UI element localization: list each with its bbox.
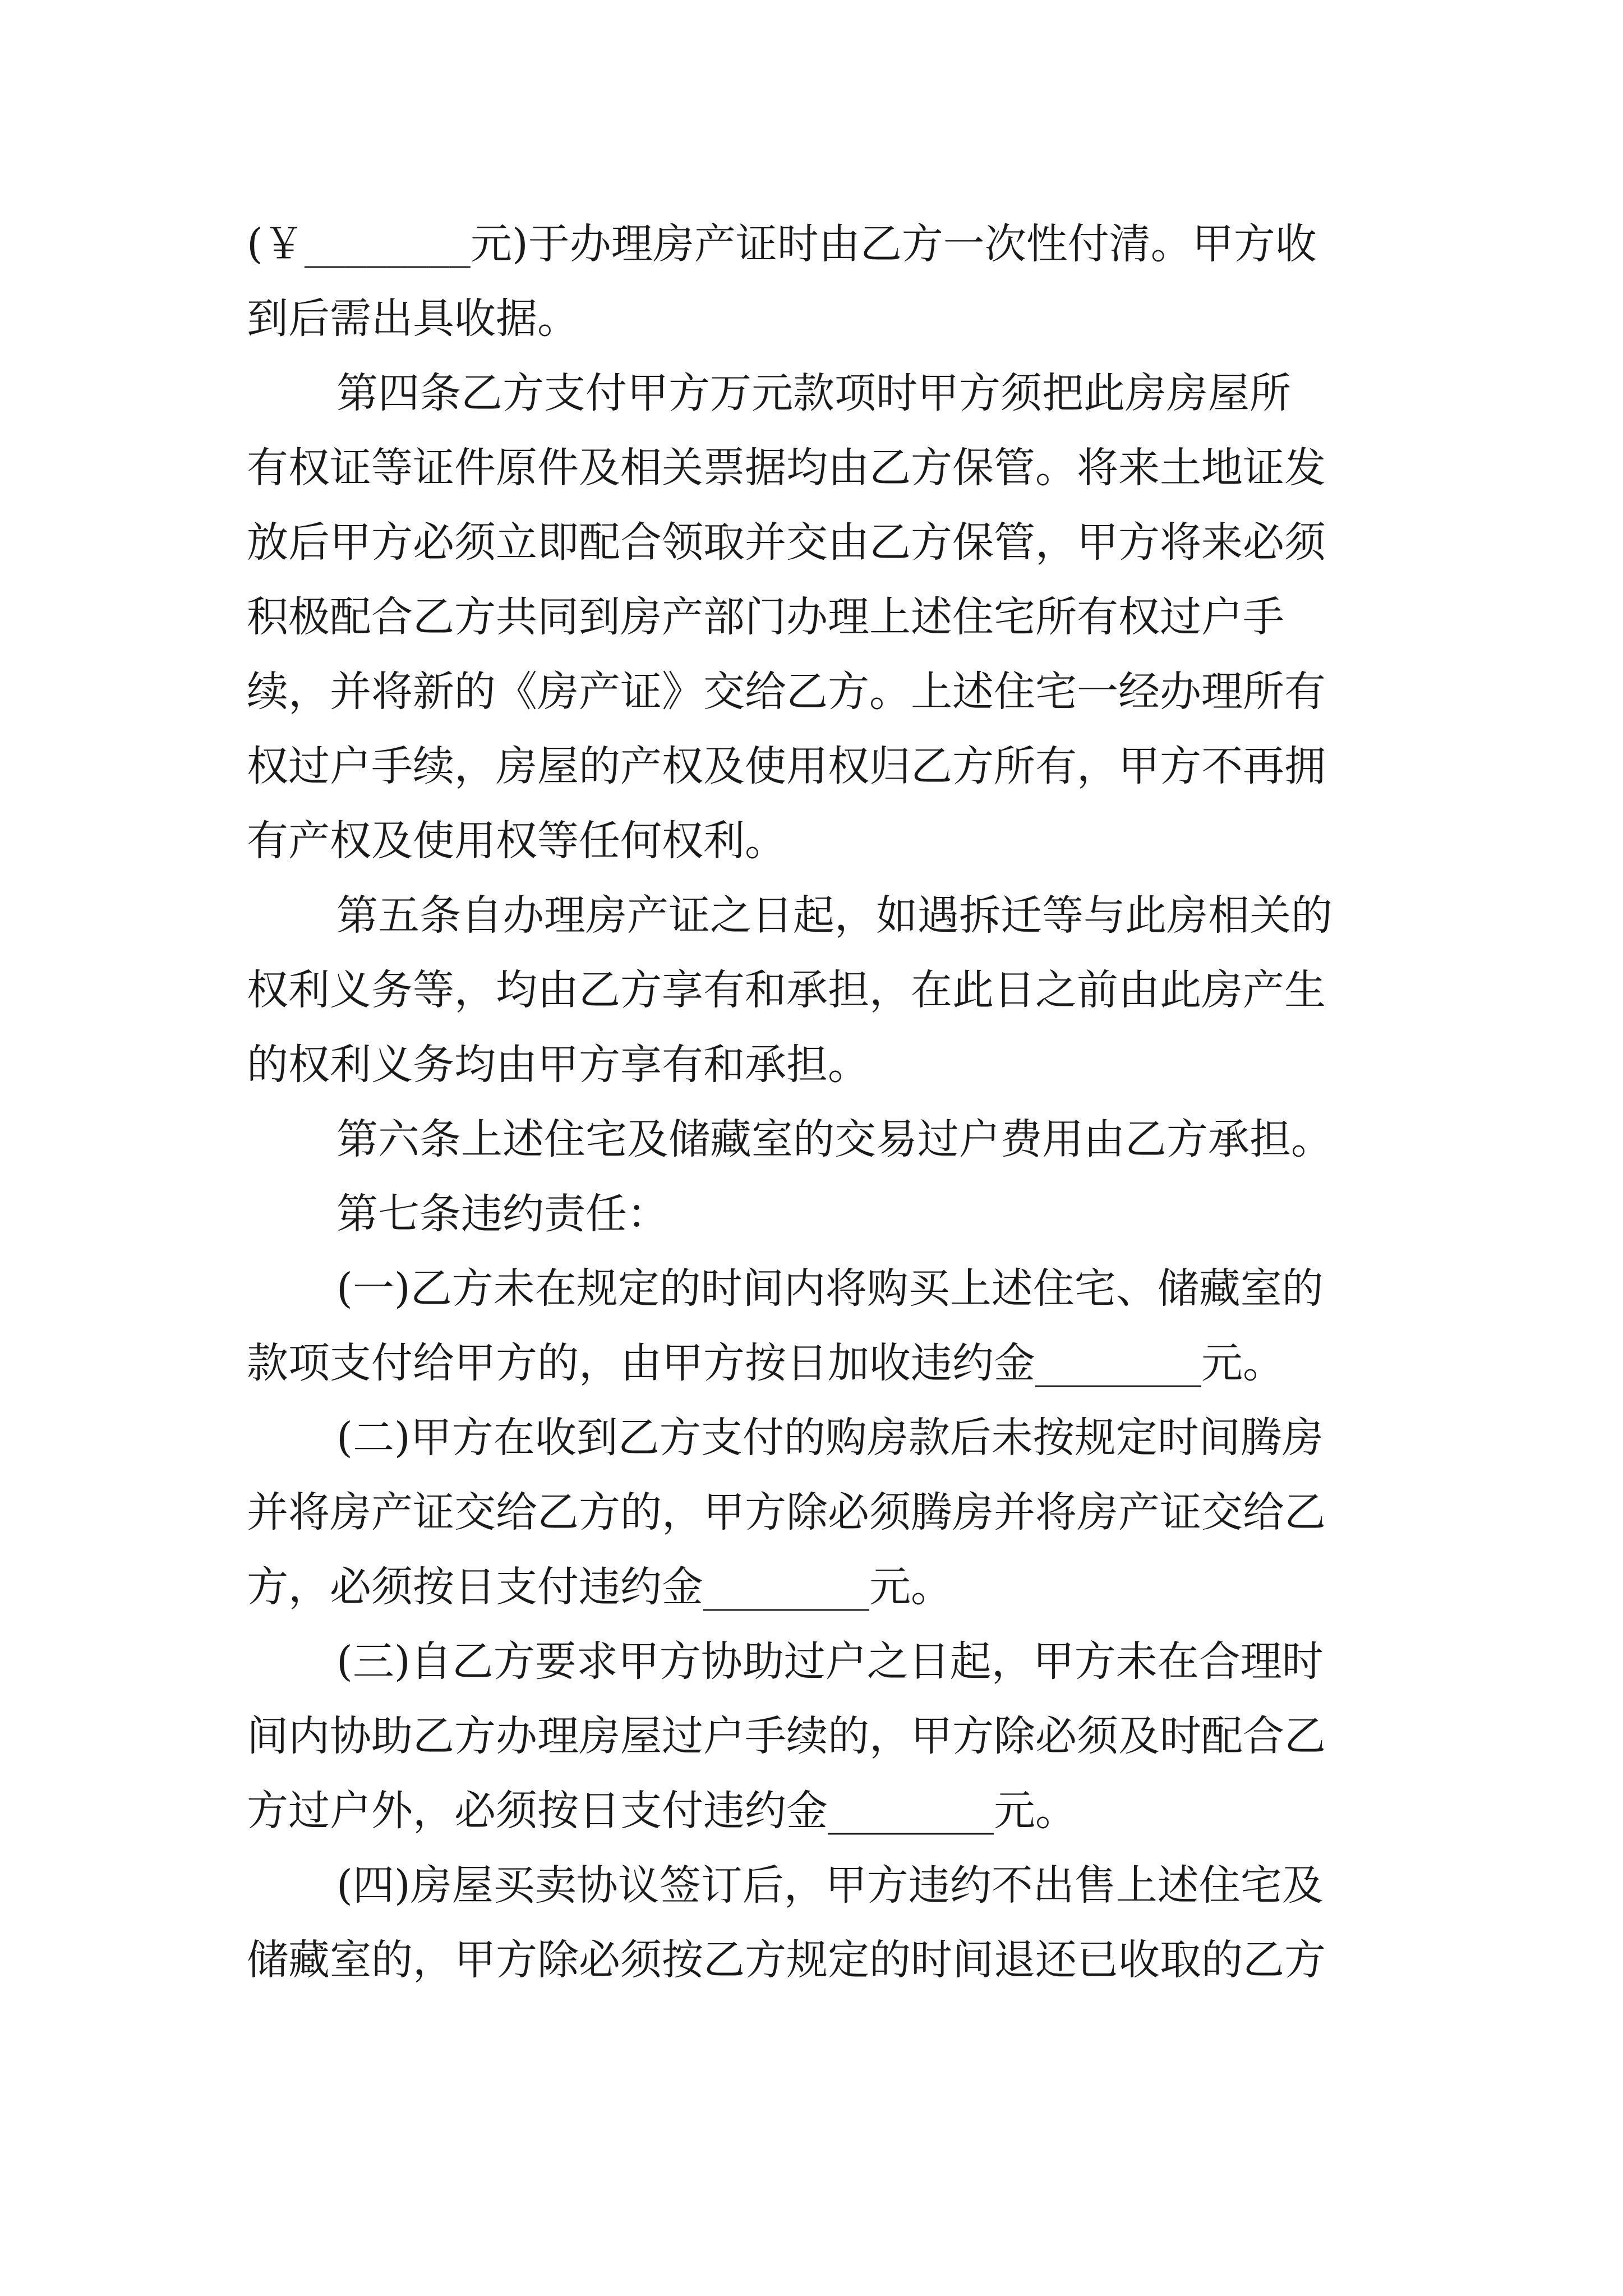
text-line: (一)乙方未在规定的时间内将购买上述住宅、储藏室的: [336, 1264, 1324, 1313]
text-line: 方，必须按日支付违约金________元。: [247, 1563, 952, 1611]
text-line: 的权利义务均由甲方享有和承担。: [247, 1041, 869, 1089]
text-line: 积极配合乙方共同到房产部门办理上述住宅所有权过户手: [247, 593, 1284, 641]
text-line: 第四条乙方支付甲方万元款项时甲方须把此房房屋所: [336, 369, 1291, 417]
text-line: 储藏室的，甲方除必须按乙方规定的时间退还已收取的乙方: [247, 1936, 1326, 1984]
text-line: 权利义务等，均由乙方享有和承担，在此日之前由此房产生: [247, 966, 1326, 1014]
text-line: 放后甲方必须立即配合领取并交由乙方保管，甲方将来必须: [247, 518, 1326, 567]
text-line: (三)自乙方要求甲方协助过户之日起，甲方未在合理时: [336, 1637, 1324, 1686]
text-line: 第七条违约责任：: [336, 1190, 668, 1238]
text-line: (四)房屋买卖协议签订后，甲方违约不出售上述住宅及: [336, 1861, 1324, 1910]
text-line: 续，并将新的《房产证》交给乙方。上述住宅一经办理所有: [247, 668, 1326, 716]
text-line: 款项支付给甲方的，由甲方按日加收违约金________元。: [247, 1339, 1284, 1387]
text-line: 并将房产证交给乙方的，甲方除必须腾房并将房产证交给乙: [247, 1488, 1326, 1536]
text-line: 方过户外，必须按日支付违约金________元。: [247, 1787, 1077, 1835]
text-line: (￥________元)于办理房产证时由乙方一次性付清。甲方收: [247, 220, 1317, 268]
text-line: 第六条上述住宅及储藏室的交易过户费用由乙方承担。: [336, 1115, 1332, 1163]
text-line: 权过户手续，房屋的产权及使用权归乙方所有，甲方不再拥: [247, 742, 1326, 790]
text-line: 间内协助乙方办理房屋过户手续的，甲方除必须及时配合乙: [247, 1712, 1326, 1760]
text-line: 到后需出具收据。: [247, 295, 579, 343]
text-line: 有权证等证件原件及相关票据均由乙方保管。将来土地证发: [247, 444, 1326, 492]
text-line: (二)甲方在收到乙方支付的购房款后未按规定时间腾房: [336, 1414, 1324, 1462]
text-line: 有产权及使用权等任何权利。: [247, 817, 786, 865]
text-line: 第五条自办理房产证之日起，如遇拆迁等与此房相关的: [336, 891, 1332, 940]
